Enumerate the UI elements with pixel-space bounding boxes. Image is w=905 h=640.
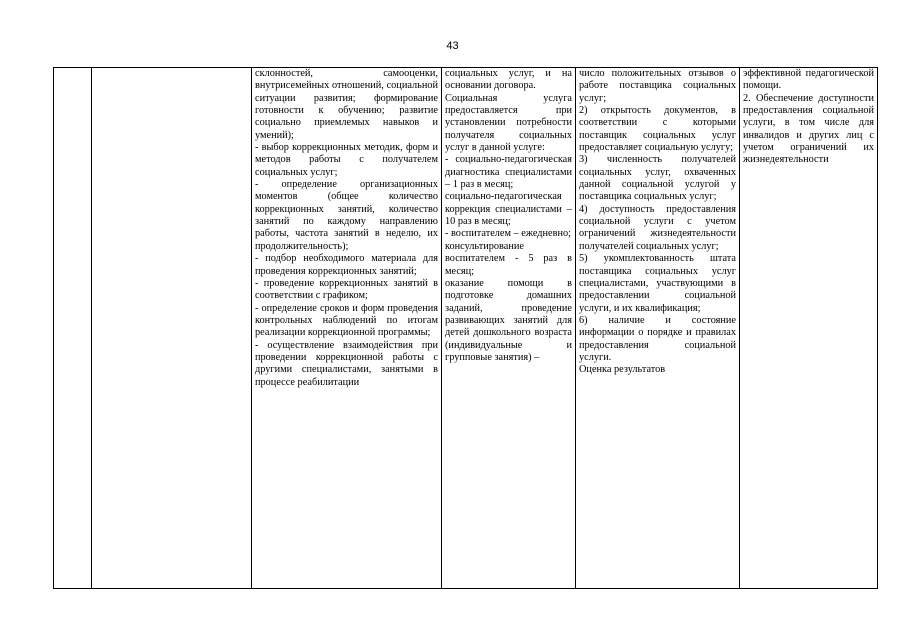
table-cell-quality-indicators <box>576 68 740 589</box>
table-row <box>54 68 878 589</box>
cell-text: эффективной педагогической помощи. 2. Обеспечение доступности предоставления социальной услуги, в том числе для инвалидов и других лиц с учетом ограничений их жизнедеятельности <box>743 68 874 166</box>
cell-text: число положительных отзывов о работе поставщика социальных услуг; 2) открытость документов, в соответствии с которыми поставщик социальных услуг предоставляет социальную услугу; 3) численность получателей социальных услуг, охваченных данной социальной услугой у поставщика социальных услуг; 4) доступность предоставления социальной услуги с учетом ограничений жизнедеятельности получателей социальных услуг; 5) укомплектованность штата поставщика социальных услуг специалистами, участвующими в предоставлении социальной услуги, и их квалификация; 6) наличие и состояние информации о порядке и правилах предоставления социальной услуги. Оценка результатов <box>579 68 736 376</box>
table-cell-service-terms <box>442 68 576 589</box>
table-cell-conditions <box>740 68 878 589</box>
page-number: 43 <box>446 40 459 52</box>
cell-text: склонностей, самооценки, внутрисемейных отношений, социальной ситуации развития; формирование готовности к обучению; развитие социально приемлемых навыков и умений); - выбор коррекционных методик, форм и методов работы с получателем социальных услуг; - определение организационных моментов (общее количество коррекционных занятий, количество занятий по каждому направлению работы, частота занятий в неделю, их продолжительность); - подбор необходимого материала для проведения коррекционных занятий; - проведение коррекционных занятий в соответствии с графиком; - определение сроков и форм проведения контрольных наблюдений по итогам реализации коррекционной программы; - осуществление взаимодействия при проведении коррекционной работы с другими специалистами, занятыми в процессе реабилитации <box>255 68 438 388</box>
table-cell-number <box>54 68 92 589</box>
table-cell-service-name <box>92 68 252 589</box>
table-cell-service-description <box>252 68 442 589</box>
services-table <box>53 67 878 589</box>
cell-text: социальных услуг, и на основании договора. Социальная услуга предоставляется при установлении потребности получателя социальных услуг в данной услуге: - социально-педагогическая диагностика специалистами – 1 раз в месяц; социально-педагогическая коррекция специалистами – 10 раз в месяц; - воспитателем – ежедневно; консультирование воспитателем - 5 раз в месяц; оказание помощи в подготовке домашних заданий, проведение развивающих занятий для детей дошкольного возраста (индивидуальные и групповые занятия) – <box>445 68 572 363</box>
